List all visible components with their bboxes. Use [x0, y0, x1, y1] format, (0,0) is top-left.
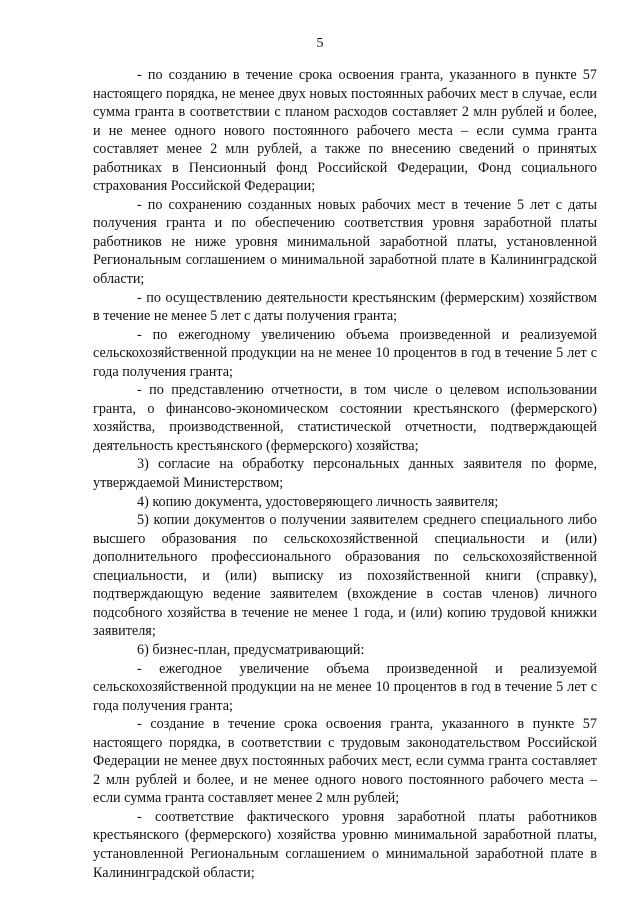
paragraph-plan-wages: - соответствие фактического уровня заработной платы работников крестьянского (фермерского) хозяйства уровню минимальной заработной платы, установленной Региональным соглашением о минимальной заработной плате в Калининградской области; [93, 808, 597, 881]
paragraph-item-3-consent: 3) согласие на обработку персональных данных заявителя по форме, утверждаемой Министерством; [93, 456, 597, 492]
paragraph-plan-jobs: - создание в течение срока освоения гранта, указанного в пункте 57 настоящего порядка, в соответствии с трудовым законодательством Российской Федерации не менее двух постоянных рабочих мест, если сумма гранта составляет 2 млн рублей и более, и не менее одного нового постоянного рабочего места – если сумма гранта составляет менее 2 млн рублей; [93, 716, 597, 807]
paragraph-item-5-education: 5) копии документов о получении заявителем среднего специального либо высшего образования по сельскохозяйственной специальности и (или) дополнительного профессионального образования по сельскохозяйственной специальности, и (или) выписку из похозяйственной книги (справку), подтверждающую ведение заявителем (вхождение в состав членов) личного подсобного хозяйства в течение не менее 1 года, и (или) копию трудовой книжки заявителя; [93, 512, 597, 640]
paragraph-obligation-production-growth: - по ежегодному увеличению объема произведенной и реализуемой сельскохозяйственной продукции на не менее 10 процентов в год в течение 5 лет с года получения гранта; [93, 326, 597, 380]
page-number: 5 [316, 36, 324, 51]
paragraph-obligation-new-jobs: - по созданию в течение срока освоения гранта, указанного в пункте 57 настоящего порядка, не менее двух новых постоянных рабочих мест в случае, если сумма гранта в соответствии с планом расходов составляет 2 млн рублей и более, и не менее одного нового постоянного рабочего места – если сумма гранта составляет менее 2 млн рублей, а также по внесению сведений о принятых работниках в Пенсионный фонд Российской Федерации, Фонд социального страхования Российской Федерации; [93, 67, 597, 195]
document-body [93, 66, 597, 882]
paragraph-obligation-activity: - по осуществлению деятельности крестьянским (фермерским) хозяйством в течение не менее 5 лет с даты получения гранта; [93, 289, 597, 325]
paragraph-item-4-identity: 4) копию документа, удостоверяющего личность заявителя; [137, 493, 499, 510]
paragraph-obligation-keep-jobs: - по сохранению созданных новых рабочих мест в течение 5 лет с даты получения гранта и по обеспечению соответствия уровня заработной платы работников не ниже уровня минимальной заработной платы, установленной Региональным соглашением о минимальной заработной плате в Калининградской области; [93, 196, 597, 288]
paragraph-plan-production-growth: - ежегодное увеличение объема произведенной и реализуемой сельскохозяйственной продукции на не менее 10 процентов в год в течение 5 лет с года получения гранта; [93, 660, 597, 714]
paragraph-obligation-reporting: - по представлению отчетности, в том числе о целевом использовании гранта, о финансово-экономическом состоянии крестьянского (фермерского) хозяйства, производственной, статистической отчетности, подтверждающей деятельность крестьянского (фермерского) хозяйства; [93, 382, 597, 454]
paragraph-item-6-business-plan: 6) бизнес-план, предусматривающий: [137, 641, 365, 658]
